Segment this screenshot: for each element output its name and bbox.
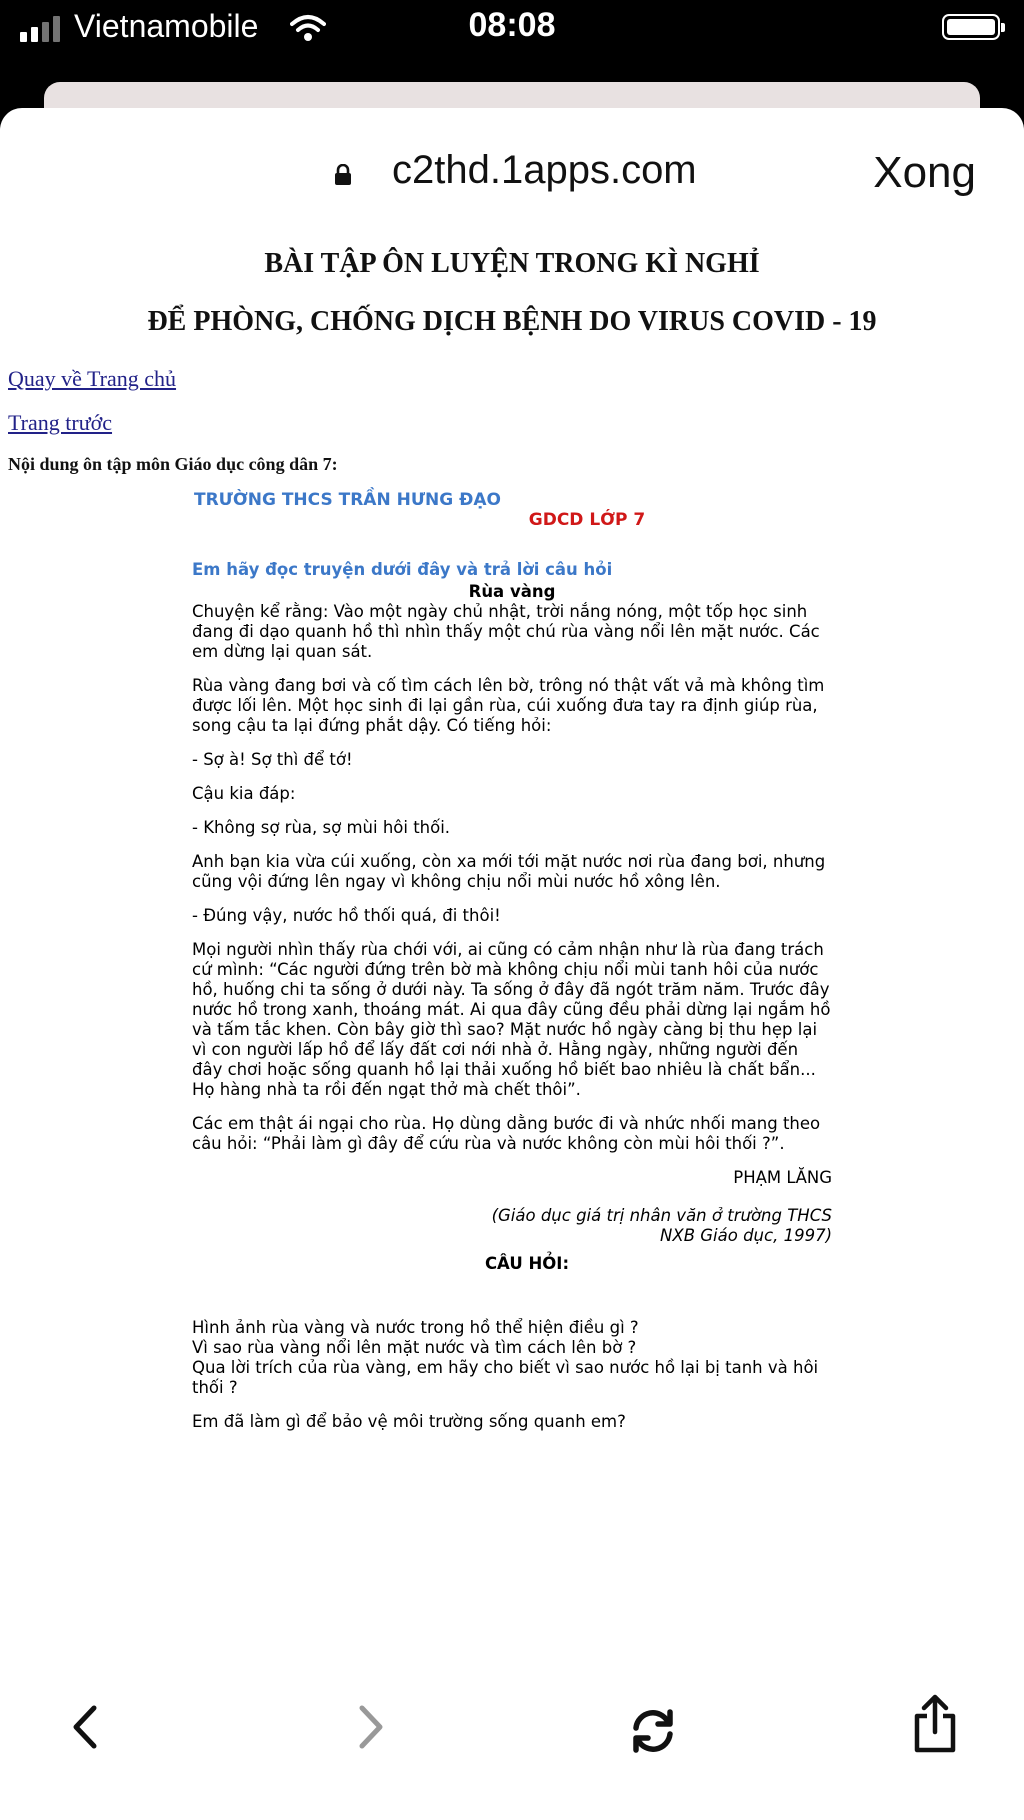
instruction-text: Em hãy đọc truyện dưới đây và trả lời câu hỏi [192, 560, 613, 579]
story-paragraph: Anh bạn kia vừa cúi xuống, còn xa mới tới mặt nước nơi rùa đang bơi, nhưng cũng vội đứng lên ngay vì không chịu nổi mùi nước hồ xông lên. [192, 852, 826, 891]
carrier-name: Vietnamobile [74, 8, 259, 44]
done-button[interactable]: Xong [873, 148, 976, 197]
author-name: PHẠM LĂNG [733, 1168, 832, 1187]
url-text[interactable]: c2thd.1apps.com [392, 148, 697, 192]
story-paragraph: Rùa vàng đang bơi và cố tìm cách lên bờ, trông nó thật vất vả mà không tìm được lối lên. Một học sinh đi lại gần rùa, cúi xuống đưa tay ra định giúp rùa, song cậu ta lại đứng phắt dậy. Có tiếng hỏi: [192, 676, 825, 735]
back-icon[interactable] [70, 1704, 100, 1750]
questions-heading: CÂU HỎI: [484, 1254, 570, 1273]
share-icon[interactable] [912, 1694, 958, 1754]
page-title: BÀI TẬP ÔN LUYỆN TRONG KÌ NGHỈ [264, 248, 760, 279]
browser-sheet [0, 108, 1024, 1820]
story-paragraph: - Sợ à! Sợ thì để tớ! [192, 750, 353, 769]
reload-icon[interactable] [626, 1704, 680, 1758]
battery-icon [942, 14, 1000, 40]
question-item: Em đã làm gì để bảo vệ môi trường sống quanh em? [192, 1412, 626, 1431]
grade-label: GDCD LỚP 7 [528, 510, 646, 530]
question-item: Vì sao rùa vàng nổi lên mặt nước và tìm cách lên bờ ? [192, 1338, 637, 1357]
story-paragraph: Các em thật ái ngại cho rùa. Họ dùng dằng bước đi và nhức nhối mang theo câu hỏi: “Phải làm gì đây để cứu rùa và nước không còn mùi hôi thối ?”. [192, 1114, 821, 1153]
page-subtitle: ĐỂ PHÒNG, CHỐNG DỊCH BỆNH DO VIRUS COVID - 19 [147, 306, 877, 337]
question-list [192, 1318, 832, 1398]
story-paragraph: Cậu kia đáp: [192, 784, 296, 803]
clock: 08:08 [468, 6, 556, 44]
story-paragraph: Chuyện kể rằng: Vào một ngày chủ nhật, trời nắng nóng, một tốp học sinh đang đi dạo quanh hồ thì nhìn thấy một chú rùa vàng nổi lên mặt nước. Các em dừng lại quan sát. [192, 602, 820, 661]
url-bar[interactable] [0, 144, 1024, 204]
question-item: Hình ảnh rùa vàng và nước trong hồ thể hiện điều gì ? [192, 1318, 639, 1337]
status-bar [0, 0, 1024, 70]
story-paragraph: - Đúng vậy, nước hồ thối quá, đi thôi! [192, 906, 501, 925]
previous-page-link[interactable]: Trang trước [8, 410, 113, 435]
school-name: TRƯỜNG THCS TRẦN HƯNG ĐẠO [194, 490, 501, 510]
source-line: NXB Giáo dục, 1997) [660, 1226, 832, 1245]
home-link[interactable]: Quay về Trang chủ [8, 366, 177, 391]
document-image [192, 490, 832, 1432]
lock-icon [334, 164, 352, 186]
story-title: Rùa vàng [468, 582, 556, 601]
web-content [0, 238, 1024, 475]
story-paragraph: Mọi người nhìn thấy rùa chới với, ai cũng có cảm nhận như là rùa đang trách cứ mình: “Các người đứng trên bờ mà không chịu nổi mùi tanh hôi của nước hồ, huống chi ta sống ở dưới này. Ta sống ở đây đã ngót trăm năm. Trước đây nước hồ trong xanh, thoáng mát. Ai qua đây cũng đều phải dừng lại ngắm hồ và tấm tắc khen. Còn bây giờ thì sao? Mặt nước hồ ngày càng bị thu hẹp lại vì con người lấp hồ để lấy đất cơi nới nhà ở. Hằng ngày, những người đến đây chơi hoặc sống quanh hồ lại thải xuống hồ biết bao nhiêu là chất bẩn... Họ hàng nhà ta rồi đến ngạt thở mà chết thôi”. [192, 940, 831, 1099]
story-paragraph: - Không sợ rùa, sợ mùi hôi thối. [192, 818, 451, 837]
forward-icon[interactable] [356, 1704, 386, 1750]
source-line: (Giáo dục giá trị nhân văn ở trường THCS [491, 1206, 832, 1225]
browser-toolbar [0, 1670, 1024, 1820]
section-label: Nội dung ôn tập môn Giáo dục công dân 7: [8, 454, 338, 474]
question-item: Qua lời trích của rùa vàng, em hãy cho biết vì sao nước hồ lại bị tanh và hôi thối ? [192, 1358, 819, 1397]
